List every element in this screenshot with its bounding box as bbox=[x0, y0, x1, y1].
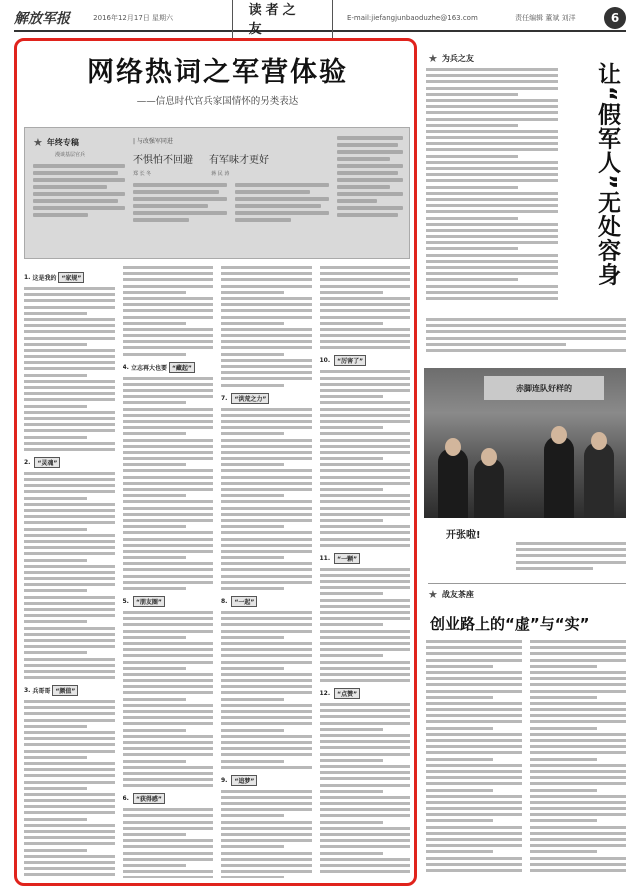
masthead bbox=[14, 3, 626, 37]
body-column-3 bbox=[221, 266, 312, 878]
section-heading: 11. “一颗” bbox=[320, 553, 411, 564]
article-subtitle: ——信息时代官兵家国情怀的另类表达 bbox=[136, 96, 299, 107]
newspaper-logo: 解放军报 bbox=[14, 11, 70, 27]
contact-email: E-mail:jiefangjunbaoduzhe@163.com bbox=[346, 14, 478, 22]
section-heading: 2. “灵魂” bbox=[24, 457, 115, 468]
intro-panel bbox=[24, 127, 410, 259]
quote-left-author: 郑 长 冬 bbox=[133, 171, 152, 177]
photo-banner: 赤脚连队好样的 bbox=[484, 376, 604, 400]
column-tag: ★ 年终专稿 bbox=[33, 136, 79, 149]
body-column-4 bbox=[320, 266, 411, 878]
section-heading: 10. “厉害了” bbox=[320, 355, 411, 366]
column-subtag: 漫谈基层官兵 bbox=[55, 152, 86, 158]
section-heading: 5. “朋友圈” bbox=[123, 596, 214, 607]
quote-right-author: 蒋 民 涛 bbox=[211, 171, 230, 177]
star-icon: ★ bbox=[428, 588, 438, 601]
section-heading: 1. 这是我的 “家规” bbox=[24, 272, 115, 283]
right-article-body bbox=[426, 68, 558, 313]
section-heading: 3. 兵哥哥 “颜值” bbox=[24, 685, 115, 696]
page-number: 6 bbox=[604, 7, 626, 29]
section-title: 读者之友 bbox=[232, 0, 333, 39]
article-headline: 网络热词之军营体验 bbox=[87, 57, 348, 88]
news-photo bbox=[424, 368, 626, 518]
photo-caption bbox=[426, 542, 626, 572]
right-article-body-2 bbox=[426, 640, 626, 885]
quote-section-tag: | 与改强军同进 bbox=[133, 138, 173, 145]
photo-caption-title: 开张啦! bbox=[446, 530, 481, 541]
issue-date: 2016年12月17日 星期六 bbox=[93, 14, 174, 22]
section-heading: 9. “追梦” bbox=[221, 775, 312, 786]
right-article-tail bbox=[426, 318, 626, 362]
right-article-headline-2: 创业路上的“虚”与“实” bbox=[430, 615, 590, 633]
section-heading: 6. “获得感” bbox=[123, 793, 214, 804]
right-column-tag: ★ 为兵之友 bbox=[428, 52, 474, 65]
section-heading: 7. “洪荒之力” bbox=[221, 393, 312, 404]
right-article-headline: 让“假军人”无处容身 bbox=[594, 62, 620, 287]
body-column-1 bbox=[24, 266, 115, 878]
star-icon: ★ bbox=[33, 136, 43, 149]
right-column-tag-2: ★ 战友茶座 bbox=[428, 583, 626, 601]
quote-right: 有军味才更好 bbox=[209, 155, 269, 166]
article-body bbox=[24, 266, 410, 878]
star-icon: ★ bbox=[428, 52, 438, 65]
editor-credit: 责任编辑 董斌 刘洋 bbox=[515, 14, 576, 22]
section-heading: 4. 立志再大也要 “藏起” bbox=[123, 362, 214, 373]
section-heading: 12. “点赞” bbox=[320, 688, 411, 699]
body-column-2 bbox=[123, 266, 214, 878]
section-heading: 8. “一起” bbox=[221, 596, 312, 607]
right-article-byline bbox=[548, 110, 556, 290]
quote-left: 不惧怕不回避 bbox=[133, 155, 193, 166]
